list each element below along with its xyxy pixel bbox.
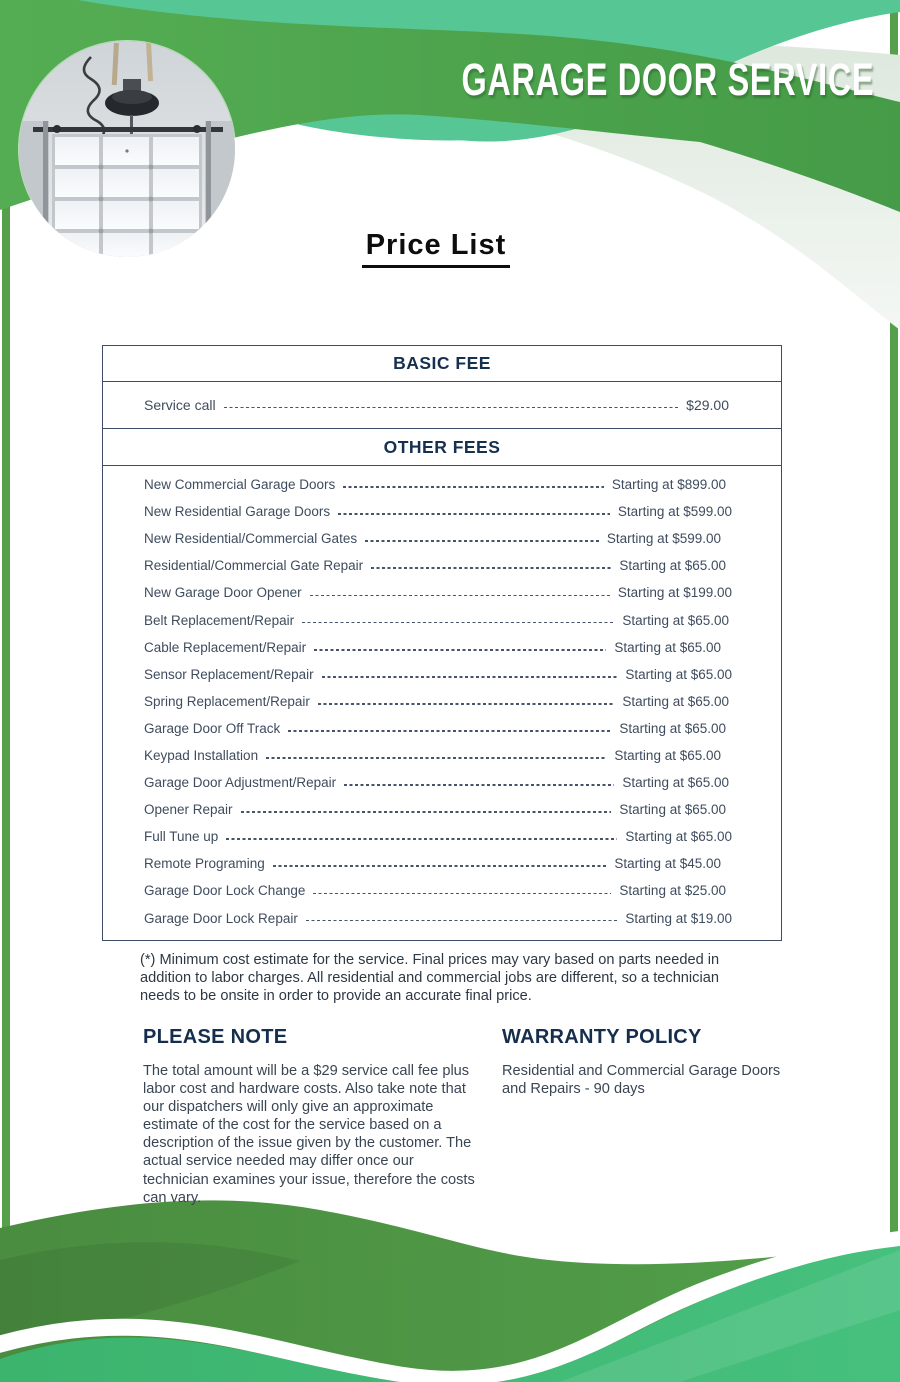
fee-price: $29.00 xyxy=(686,397,729,413)
dotted-leader xyxy=(322,676,618,678)
fee-row xyxy=(103,850,781,877)
fee-price: Starting at $65.00 xyxy=(622,693,729,709)
fee-label: New Residential/Commercial Gates xyxy=(144,531,358,547)
fee-row xyxy=(103,661,781,688)
dotted-leader xyxy=(371,567,611,569)
fee-price: Starting at $25.00 xyxy=(619,883,726,899)
dotted-leader xyxy=(273,865,607,867)
dotted-leader xyxy=(365,540,599,542)
fee-row xyxy=(103,796,781,823)
please-note-section xyxy=(143,1026,477,1207)
page-title xyxy=(0,229,872,268)
dotted-leader xyxy=(288,730,611,732)
other-fees-rows xyxy=(103,466,781,940)
warranty-policy-heading: WARRANTY POLICY xyxy=(502,1026,702,1048)
fee-label: Spring Replacement/Repair xyxy=(144,693,310,709)
dotted-leader xyxy=(318,703,615,705)
disclaimer-text: (*) Minimum cost estimate for the service. Final prices may vary based on parts needed in addition to labor charges. All residential and commercial jobs are different, so a technician needs to be onsite in order to provide an accurate final price. xyxy=(140,952,720,1004)
fee-label: Opener Repair xyxy=(144,802,233,818)
fee-label: Garage Door Lock Change xyxy=(144,883,306,899)
dotted-leader xyxy=(302,622,614,624)
fee-row xyxy=(103,688,781,715)
fee-price: Starting at $65.00 xyxy=(619,720,726,736)
fee-price: Starting at $599.00 xyxy=(606,531,721,547)
fee-price: Starting at $65.00 xyxy=(619,802,726,818)
dotted-leader xyxy=(226,838,617,840)
dotted-leader xyxy=(313,893,611,895)
fee-price: Starting at $65.00 xyxy=(614,639,721,655)
fee-price: Starting at $65.00 xyxy=(625,829,732,845)
page-title-text: Price List xyxy=(362,229,511,268)
fee-label: Full Tune up xyxy=(144,829,219,845)
fee-price: Starting at $19.00 xyxy=(625,910,732,926)
please-note-heading: PLEASE NOTE xyxy=(143,1026,288,1048)
dotted-leader xyxy=(344,784,614,786)
fee-label: Service call xyxy=(144,397,216,413)
fee-row xyxy=(103,606,781,633)
fee-row xyxy=(103,877,781,904)
brand-title: GARAGE DOOR SERVICE xyxy=(461,54,874,105)
fee-price: Starting at $65.00 xyxy=(625,666,732,682)
fee-label: Cable Replacement/Repair xyxy=(144,639,307,655)
dotted-leader xyxy=(306,920,618,922)
fee-row xyxy=(103,552,781,579)
footer-wave xyxy=(0,1200,900,1382)
fee-row xyxy=(103,579,781,606)
dotted-leader xyxy=(338,513,610,515)
fee-price: Starting at $599.00 xyxy=(617,504,732,520)
fee-label: New Garage Door Opener xyxy=(144,585,302,601)
dotted-leader xyxy=(241,811,612,813)
fee-row xyxy=(103,769,781,796)
fee-label: Sensor Replacement/Repair xyxy=(144,666,314,682)
dotted-leader xyxy=(310,595,610,597)
dotted-leader xyxy=(266,757,606,759)
fee-price: Starting at $899.00 xyxy=(611,477,726,493)
fee-label: Garage Door Off Track xyxy=(144,720,281,736)
fee-price: Starting at $45.00 xyxy=(614,856,721,872)
pricing-table xyxy=(102,345,782,941)
fee-row xyxy=(103,823,781,850)
fee-price: Starting at $65.00 xyxy=(619,558,726,574)
fee-label: Residential/Commercial Gate Repair xyxy=(144,558,364,574)
garage-door-photo xyxy=(19,41,235,257)
fee-row xyxy=(103,471,781,498)
please-note-body: The total amount will be a $29 service call fee plus labor cost and hardware costs. Also take note that our dispatchers will only give an approximate estimate of the cost for the service based on a description of the issue given by the customer. The actual service needed may differ once our technician examines your issue, therefore the costs can vary. xyxy=(143,1063,475,1206)
fee-price: Starting at $199.00 xyxy=(617,585,732,601)
warranty-policy-body: Residential and Commercial Garage Doors and Repairs - 90 days xyxy=(502,1063,781,1098)
fee-row xyxy=(103,715,781,742)
dotted-leader xyxy=(314,649,606,651)
fee-price: Starting at $65.00 xyxy=(622,775,729,791)
fee-price: Starting at $65.00 xyxy=(622,612,729,628)
fee-row xyxy=(103,905,781,932)
fee-label: New Commercial Garage Doors xyxy=(144,477,336,493)
dotted-leader xyxy=(343,486,604,488)
fee-row xyxy=(103,634,781,661)
fee-row xyxy=(103,382,781,428)
fee-row xyxy=(103,742,781,769)
warranty-policy-section xyxy=(502,1026,792,1098)
fee-label: Garage Door Lock Repair xyxy=(144,910,298,926)
basic-fee-heading: BASIC FEE xyxy=(103,346,781,382)
fee-label: Belt Replacement/Repair xyxy=(144,612,295,628)
fee-row xyxy=(103,498,781,525)
fee-label: New Residential Garage Doors xyxy=(144,504,331,520)
fee-price: Starting at $65.00 xyxy=(614,747,721,763)
fee-label: Remote Programing xyxy=(144,856,265,872)
other-fees-heading: OTHER FEES xyxy=(103,428,781,466)
fee-row xyxy=(103,525,781,552)
dotted-leader xyxy=(224,407,679,409)
fee-label: Keypad Installation xyxy=(144,747,259,763)
fee-label: Garage Door Adjustment/Repair xyxy=(144,775,337,791)
